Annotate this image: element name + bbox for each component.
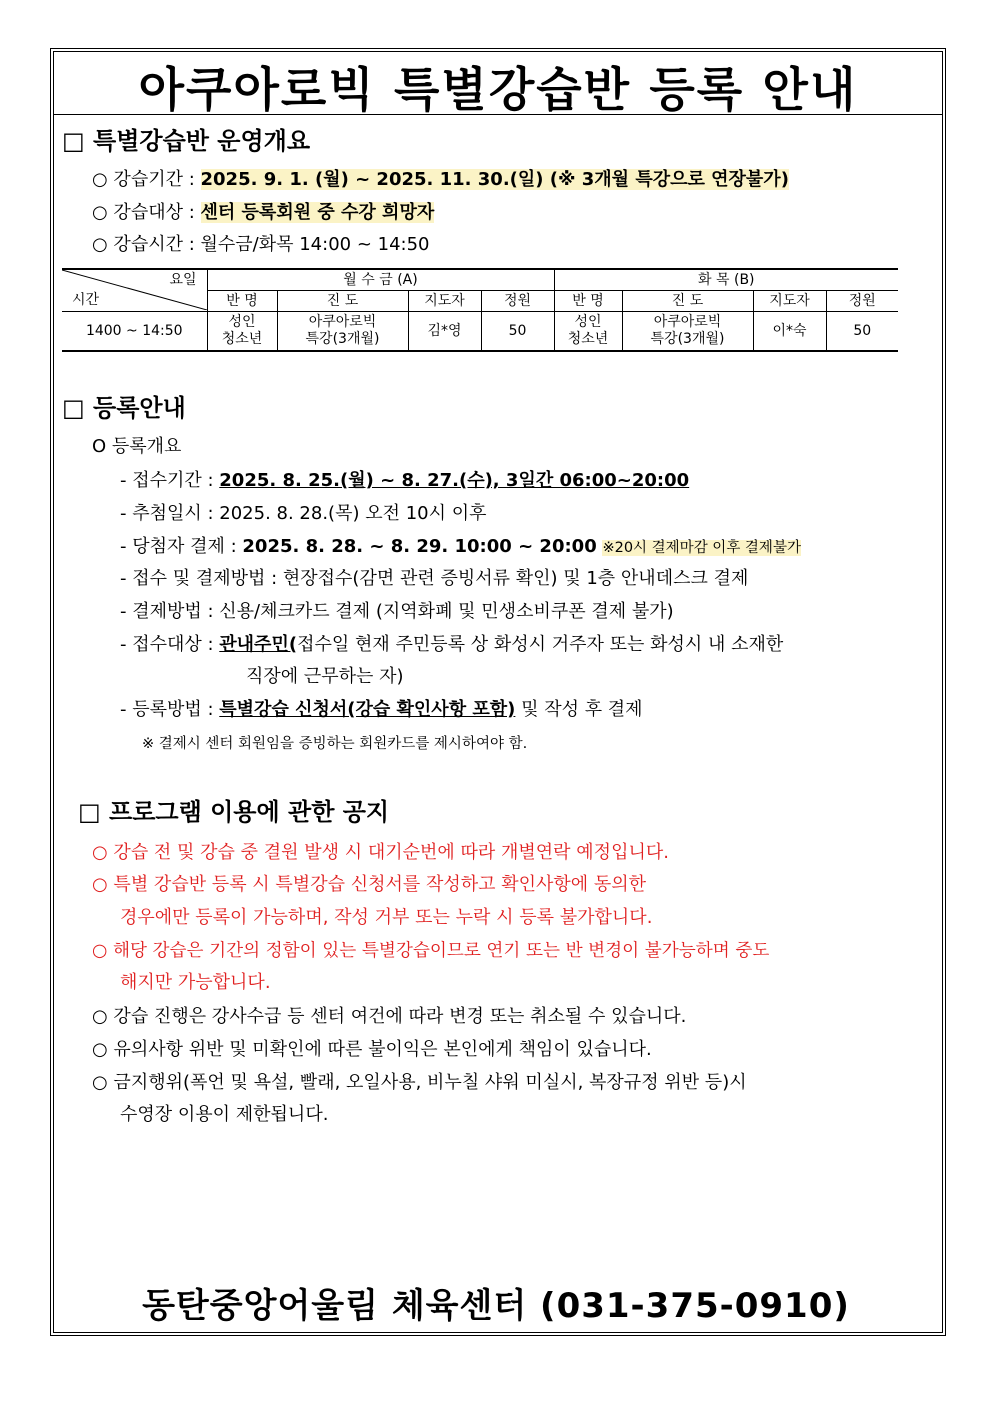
period-value: 2025. 9. 1. (월) ~ 2025. 11. 30.(일) (※ 3개월 특강으로 연장불가): [200, 169, 789, 190]
period-label: ○ 강습기간 :: [92, 169, 201, 190]
class-a-line1: 성인: [228, 314, 256, 330]
header-instructor-a: 지도자: [408, 291, 481, 312]
progress-b-line1: 아쿠아로빅: [653, 314, 722, 330]
class-a-line2: 청소년: [221, 331, 263, 347]
card-note: ※ 결제시 센터 회원임을 증빙하는 회원카드를 제시하여야 함.: [142, 736, 528, 752]
row-class-b: [554, 312, 622, 352]
progress-a-line2: 특강(3개월): [305, 331, 380, 347]
group-a-header: 월 수 금 (A): [207, 269, 554, 291]
row-instructor-a: 김*영: [408, 312, 481, 352]
pay-method-line: - 결제방법 : 신용/체크카드 결제 (지역화폐 및 민생소비쿠폰 결제 불가): [120, 601, 674, 622]
row-progress-a: [277, 312, 408, 352]
row-progress-b: [622, 312, 753, 352]
header-capacity-a: 정원: [481, 291, 554, 312]
lottery-value: 2025. 8. 28.(목) 오전 10시 이후: [219, 503, 487, 524]
register-line: [120, 698, 643, 722]
payment-line: [120, 535, 801, 560]
notice-line: ○ 강습 전 및 강습 중 결원 발생 시 대기순번에 따라 개별연락 예정입니다.: [92, 842, 669, 863]
progress-b-line2: 특강(3개월): [650, 331, 725, 347]
title-box: [53, 51, 943, 118]
header-instructor-b: 지도자: [753, 291, 826, 312]
notice-line: ○ 유의사항 위반 및 미확인에 따른 불이익은 본인에게 책임이 있습니다.: [92, 1039, 652, 1060]
schedule-table: [62, 268, 898, 352]
reception-line: [120, 469, 689, 493]
lottery-line: [120, 502, 487, 526]
header-capacity-b: 정원: [826, 291, 898, 312]
eligibility-cont: 직장에 근무하는 자): [246, 666, 404, 687]
progress-a-line1: 아쿠아로빅: [308, 314, 377, 330]
register-rest: 및 작성 후 결제: [515, 699, 643, 720]
header-progress-a: 진 도: [277, 291, 408, 312]
row-instructor-b: 이*숙: [753, 312, 826, 352]
payment-value: 2025. 8. 28. ~ 8. 29. 10:00 ~ 20:00: [242, 536, 597, 557]
register-bold: 특별강습 신청서(강습 확인사항 포함): [219, 699, 516, 720]
header-progress-b: 진 도: [622, 291, 753, 312]
row-capacity-b: 50: [826, 312, 898, 352]
target-line: [92, 201, 434, 225]
registration-overview: O 등록개요: [92, 436, 182, 457]
corner-day-label: 요일: [169, 272, 197, 288]
section-overview-heading: □ 특별강습반 운영개요: [62, 127, 311, 155]
corner-cell: [62, 269, 207, 312]
reception-value: 2025. 8. 25.(월) ~ 8. 27.(수), 3일간 06:00~20:00: [219, 470, 690, 491]
notice-line: 해지만 가능합니다.: [120, 972, 271, 993]
payment-label: - 당첨자 결제 :: [120, 536, 243, 557]
register-label: - 등록방법 :: [120, 699, 220, 720]
notice-line: 경우에만 등록이 가능하며, 작성 거부 또는 누락 시 등록 불가합니다.: [120, 907, 653, 928]
notice-line: ○ 강습 진행은 강사수급 등 센터 여건에 따라 변경 또는 취소될 수 있습니다.: [92, 1006, 687, 1027]
target-label: ○ 강습대상 :: [92, 202, 201, 223]
target-value: 센터 등록회원 중 수강 희망자: [200, 202, 435, 223]
footer-center-info: 동탄중앙어울림 체육센터 (031-375-0910): [142, 1286, 850, 1326]
row-time: 1400 ~ 14:50: [62, 312, 207, 352]
header-class-b: 반 명: [554, 291, 622, 312]
section-notice-heading: □ 프로그램 이용에 관한 공지: [78, 798, 390, 826]
time-line: [92, 233, 430, 257]
eligibility-line: [120, 633, 783, 657]
row-class-a: [207, 312, 277, 352]
notice-line: ○ 금지행위(폭언 및 욕설, 빨래, 오일사용, 비누칠 샤워 미실시, 복장규정 위반 등)시: [92, 1072, 747, 1093]
notice-line: ○ 특별 강습반 등록 시 특별강습 신청서를 작성하고 확인사항에 동의한: [92, 874, 647, 895]
notice-line: 수영장 이용이 제한됩니다.: [120, 1104, 329, 1125]
time-label: ○ 강습시간 :: [92, 234, 201, 255]
class-b-line1: 성인: [574, 314, 602, 330]
eligibility-rest: 접수일 현재 주민등록 상 화성시 거주자 또는 화성시 내 소재한: [297, 634, 784, 655]
reception-label: - 접수기간 :: [120, 470, 220, 491]
corner-time-label: 시간: [72, 292, 100, 308]
group-b-header: 화 목 (B): [554, 269, 898, 291]
lottery-label: - 추첨일시 :: [120, 503, 220, 524]
eligibility-bold: 관내주민(: [219, 634, 298, 655]
payment-note: ※20시 결제마감 이후 결제불가: [602, 540, 801, 556]
header-class-a: 반 명: [207, 291, 277, 312]
section-registration-heading: □ 등록안내: [62, 394, 186, 422]
eligibility-label: - 접수대상 :: [120, 634, 220, 655]
time-value: 월수금/화목 14:00 ~ 14:50: [200, 234, 430, 255]
notice-line: ○ 해당 강습은 기간의 정함이 있는 특별강습이므로 연기 또는 반 변경이 불가능하며 중도: [92, 941, 770, 961]
method-line: - 접수 및 결제방법 : 현장접수(감면 관련 증빙서류 확인) 및 1층 안내데스크 결제: [120, 568, 749, 589]
page-title: 아쿠아로빅 특별강습반 등록 안내: [138, 63, 858, 118]
row-capacity-a: 50: [481, 312, 554, 352]
period-line: [92, 168, 789, 192]
class-b-line2: 청소년: [567, 331, 609, 347]
